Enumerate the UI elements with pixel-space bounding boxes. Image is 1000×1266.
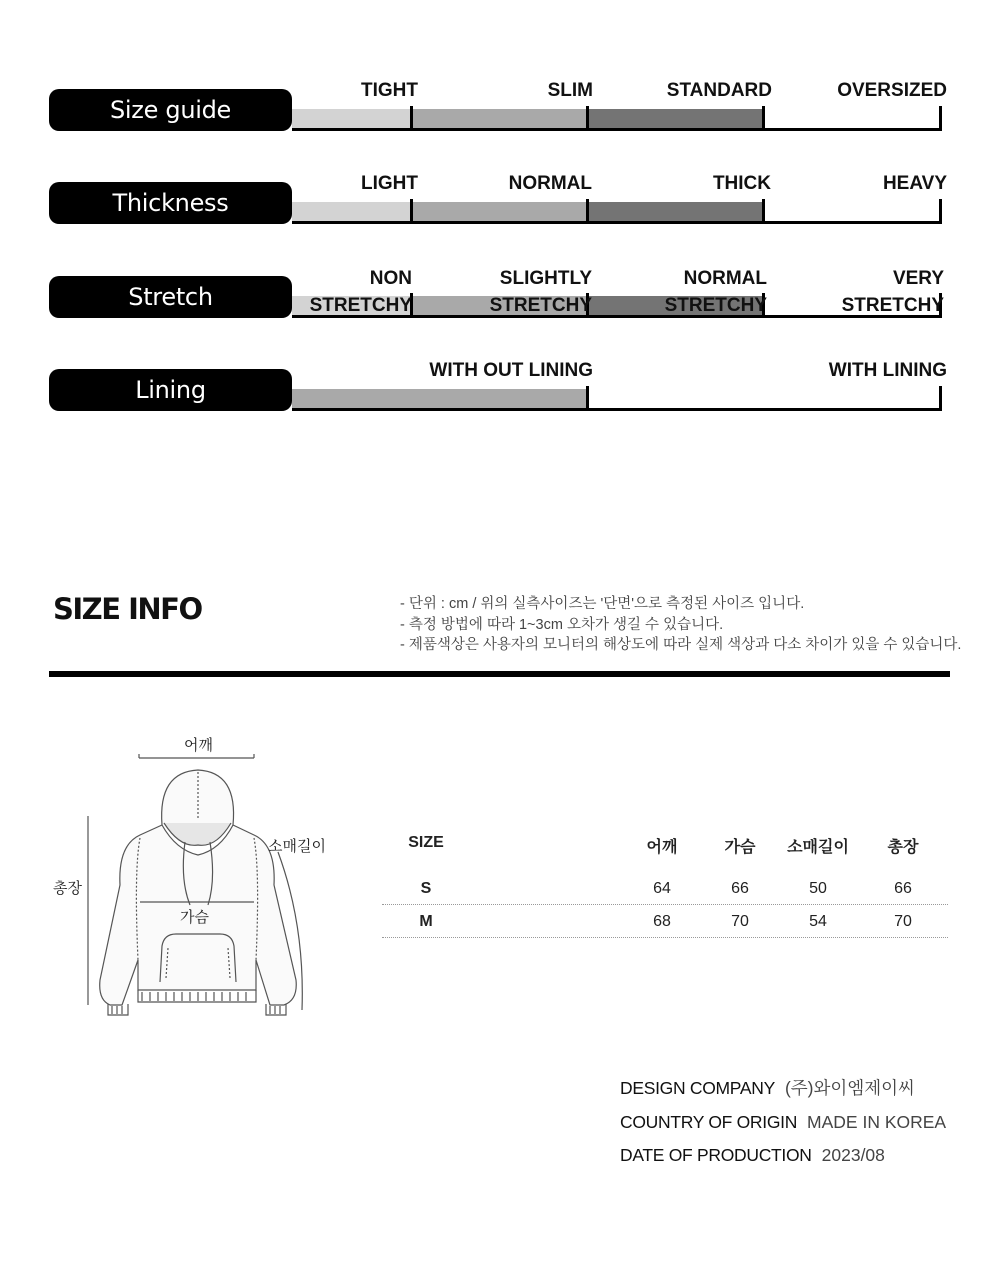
size-guide-bar bbox=[292, 109, 942, 131]
stretch-label-slightly: SLIGHTLY STRETCHY bbox=[489, 268, 592, 316]
size-guide-row bbox=[49, 85, 942, 131]
header-length: 총장 bbox=[887, 839, 919, 856]
size-info-title: SIZE INFO bbox=[53, 592, 202, 626]
size-guide-label-oversized: OVERSIZED bbox=[837, 80, 947, 101]
stretch-label-very: VERY STRETCHY bbox=[841, 268, 944, 316]
note-line: - 측정 방법에 따라 1~3cm 오차가 생길 수 있습니다. bbox=[400, 616, 724, 633]
diagram-label-chest: 가슴 bbox=[180, 909, 209, 926]
lining-label-with: WITH LINING bbox=[828, 360, 947, 381]
section-divider bbox=[49, 671, 950, 677]
diagram-label-length: 총장 bbox=[53, 880, 82, 897]
table-header bbox=[382, 830, 948, 862]
meta-key: DESIGN COMPANY bbox=[620, 1078, 775, 1098]
meta-row-design-company bbox=[620, 1072, 946, 1106]
cell-length: 70 bbox=[894, 913, 912, 930]
meta-row-country bbox=[620, 1106, 946, 1140]
thickness-label-heavy: HEAVY bbox=[882, 173, 947, 194]
table-row bbox=[382, 872, 948, 905]
cell-shoulder: 68 bbox=[653, 913, 671, 930]
meta-row-date bbox=[620, 1139, 946, 1173]
product-meta bbox=[620, 1072, 946, 1173]
note-line: - 단위 : cm / 위의 실측사이즈는 '단면'으로 측정된 사이즈 입니다. bbox=[400, 596, 805, 612]
meta-value: 2023/08 bbox=[821, 1145, 885, 1165]
thickness-label-normal: NORMAL bbox=[508, 173, 592, 194]
meta-key: COUNTRY OF ORIGIN bbox=[620, 1111, 798, 1132]
cell-size: M bbox=[419, 913, 433, 930]
cell-length: 66 bbox=[894, 880, 912, 897]
diagram-label-sleeve: 소매길이 bbox=[268, 838, 326, 855]
cell-shoulder: 64 bbox=[653, 880, 671, 897]
size-table bbox=[382, 830, 948, 938]
note-line: - 제품색상은 사용자의 모니터의 해상도에 따라 실제 색상과 다소 차이가 있을 수 있습니다. bbox=[400, 637, 962, 653]
size-guide-label-slim: SLIM bbox=[547, 80, 593, 101]
lining-title: Lining bbox=[49, 369, 292, 411]
size-guide-title: Size guide bbox=[49, 89, 292, 131]
header-shoulder: 어깨 bbox=[646, 839, 678, 856]
stretch-title: Stretch bbox=[49, 276, 292, 318]
header-chest: 가슴 bbox=[724, 839, 756, 856]
cell-chest: 70 bbox=[731, 913, 749, 930]
lining-label-without: WITH OUT LINING bbox=[429, 360, 593, 381]
thickness-label-thick: THICK bbox=[712, 173, 771, 194]
hoodie-diagram bbox=[40, 720, 360, 1030]
size-info-notes bbox=[400, 594, 961, 656]
cell-chest: 66 bbox=[731, 880, 749, 897]
hoodie-illustration bbox=[40, 720, 360, 1030]
lining-bar bbox=[292, 389, 942, 411]
size-guide-label-standard: STANDARD bbox=[666, 80, 772, 101]
diagram-label-shoulder: 어깨 bbox=[184, 737, 213, 754]
thickness-label-light: LIGHT bbox=[361, 173, 418, 194]
thickness-title: Thickness bbox=[49, 182, 292, 224]
stretch-label-normal: NORMAL STRETCHY bbox=[664, 268, 767, 316]
cell-size: S bbox=[420, 880, 432, 897]
thickness-row bbox=[49, 178, 942, 224]
cell-sleeve: 50 bbox=[809, 880, 827, 897]
header-sleeve: 소매길이 bbox=[787, 839, 849, 856]
size-guide-label-tight: TIGHT bbox=[361, 80, 418, 101]
meta-value: (주)와이엠제이씨 bbox=[784, 1078, 915, 1098]
header-size: SIZE bbox=[408, 834, 444, 851]
meta-value: MADE IN KOREA bbox=[807, 1111, 947, 1132]
cell-sleeve: 54 bbox=[809, 913, 827, 930]
thickness-bar bbox=[292, 202, 942, 224]
meta-key: DATE OF PRODUCTION bbox=[620, 1145, 812, 1165]
stretch-label-non: NON STRETCHY bbox=[309, 268, 412, 316]
table-row bbox=[382, 905, 948, 938]
